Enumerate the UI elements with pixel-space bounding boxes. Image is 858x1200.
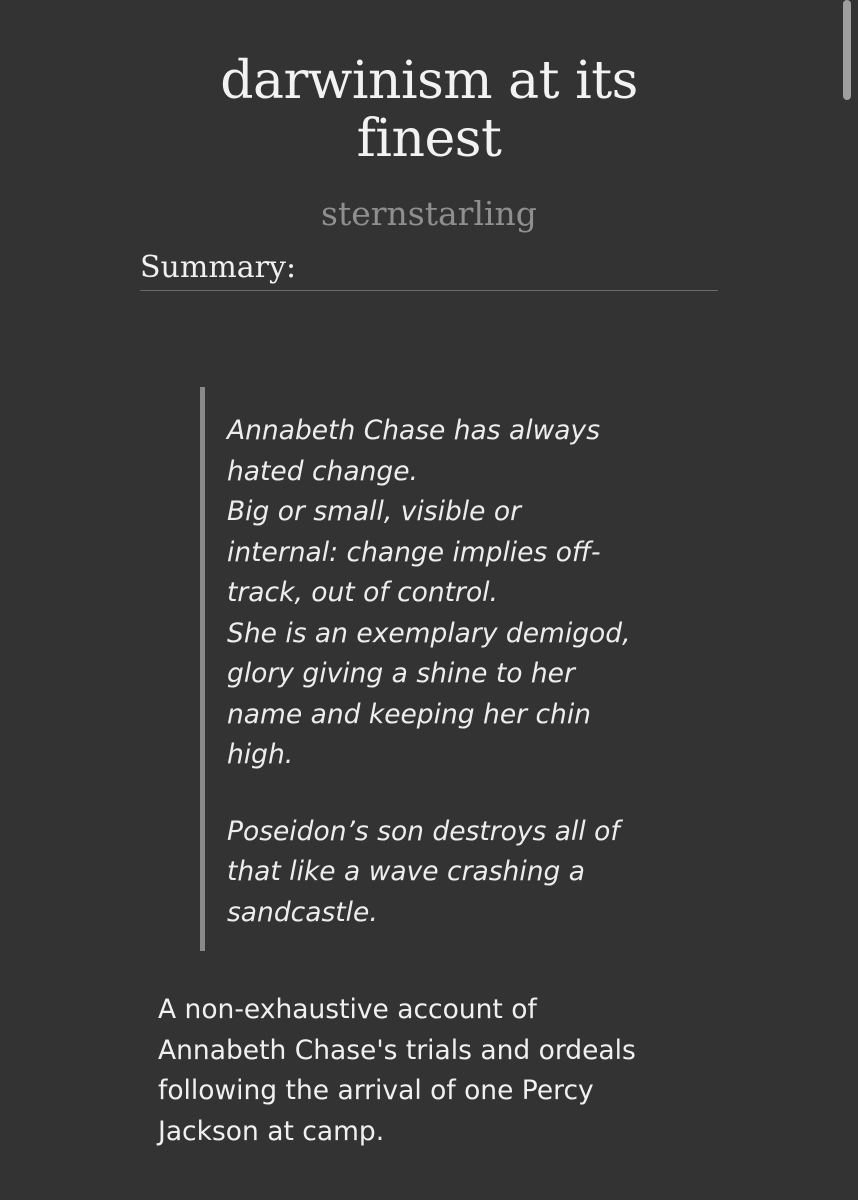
quote-paragraph-2 <box>227 812 650 934</box>
quote-line: name and keeping her chin <box>227 698 591 730</box>
quote-paragraph-1 <box>227 411 650 776</box>
quote-line: that like a wave crashing a <box>227 856 585 887</box>
work-title: darwinism at its finest <box>220 51 638 169</box>
body-line: Jackson at camp. <box>158 1115 385 1147</box>
quote-line: glory giving a shine to her <box>227 658 575 689</box>
body-line: A non-exhaustive account of <box>158 994 537 1025</box>
quote-line: Annabeth Chase has always <box>227 415 601 446</box>
body-line: following the arrival of one Percy <box>158 1075 594 1106</box>
quote-line: She is an exemplary demigod, <box>227 617 631 649</box>
author-link[interactable]: sternstarling <box>321 194 537 233</box>
quote-line: high. <box>227 739 294 770</box>
summary-heading: Summary: <box>140 250 718 291</box>
quote-line: sandcastle. <box>227 896 378 928</box>
body-line: Annabeth Chase's trials and ordeals <box>158 1034 636 1066</box>
quote-line: hated change. <box>227 455 418 487</box>
quote-line: internal: change implies off- <box>227 536 601 568</box>
quote-line: Poseidon’s son destroys all of <box>227 815 620 847</box>
scrollbar-thumb[interactable] <box>843 0 851 100</box>
summary-body-paragraph <box>158 990 718 1152</box>
quote-line: Big or small, visible or <box>227 496 521 527</box>
summary-blockquote <box>200 387 650 951</box>
quote-line: track, out of control. <box>227 577 498 608</box>
